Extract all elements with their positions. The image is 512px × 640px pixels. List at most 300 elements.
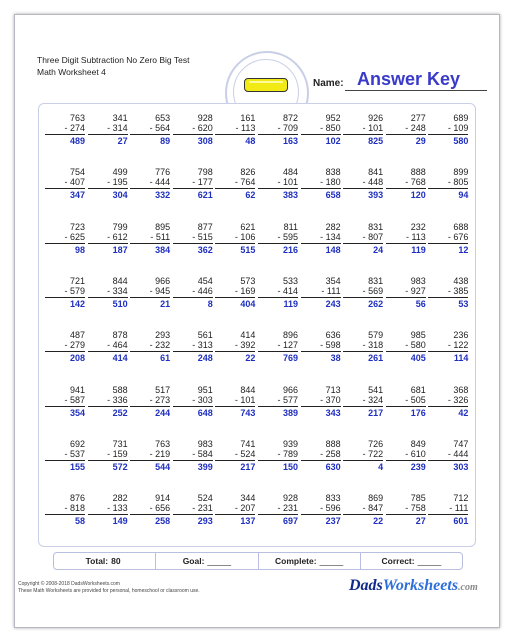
minus-sign: -	[362, 285, 369, 296]
minus-sign: -	[149, 177, 156, 188]
subtrahend-value: 444	[155, 177, 171, 188]
subtrahend-value: 612	[112, 231, 128, 242]
subtraction-problem	[173, 493, 213, 526]
subtrahend	[343, 340, 383, 350]
minuend: 741	[240, 438, 256, 449]
minuend: 414	[240, 330, 256, 341]
minus-sign: -	[192, 340, 198, 351]
answer: 384	[155, 244, 171, 255]
subtrahend-value: 273	[155, 394, 171, 405]
answer: 216	[282, 244, 298, 255]
subtraction-problem	[343, 276, 383, 309]
minuend: 731	[112, 438, 128, 449]
minuend: 341	[112, 113, 128, 123]
answer: 89	[160, 136, 171, 146]
subtraction-problem	[386, 493, 426, 526]
minuend: 928	[282, 493, 298, 504]
goal-blank: _____	[207, 556, 232, 566]
minus-sign: -	[277, 231, 283, 242]
subtraction-problem	[88, 330, 128, 363]
minuend: 692	[69, 438, 85, 449]
subtraction-problem	[88, 167, 128, 200]
minus-sign: -	[234, 231, 241, 242]
subtrahend	[215, 232, 255, 242]
minuend: 689	[453, 113, 469, 123]
minus-sign: -	[107, 231, 113, 242]
subtrahend	[343, 286, 383, 296]
logo-text-dads: Dads	[349, 577, 383, 594]
minus-sign: -	[405, 340, 411, 351]
minus-sign: -	[447, 177, 454, 188]
subtrahend-value: 231	[197, 503, 213, 514]
answer: 697	[282, 516, 298, 527]
subtrahend	[45, 177, 85, 187]
subtrahend	[301, 177, 341, 187]
subtrahend-value: 324	[368, 394, 384, 405]
answer: 98	[74, 244, 85, 255]
minus-sign: -	[235, 123, 242, 133]
minus-sign: -	[150, 231, 156, 242]
minuend: 277	[410, 113, 426, 123]
subtraction-problem	[258, 330, 298, 363]
minus-sign: -	[234, 177, 241, 188]
subtrahend-value: 564	[155, 123, 171, 133]
answer: 56	[415, 298, 426, 309]
subtrahend	[258, 232, 298, 242]
worksheet-title: Three Digit Subtraction No Zero Big Test	[37, 55, 190, 65]
name-label: Name:	[313, 78, 344, 89]
minuend: 985	[410, 330, 426, 341]
subtrahend	[45, 123, 85, 133]
subtrahend-value: 106	[240, 231, 256, 242]
subtraction-problem	[386, 222, 426, 255]
subtrahend	[45, 286, 85, 296]
subtrahend	[215, 449, 255, 459]
answer: 621	[197, 190, 213, 201]
answer: 308	[197, 136, 213, 146]
subtrahend	[173, 340, 213, 350]
minus-sign: -	[277, 340, 283, 351]
minus-sign: -	[277, 285, 283, 296]
subtrahend-value: 258	[325, 448, 341, 459]
subtraction-problem	[301, 385, 341, 418]
answer: 53	[458, 298, 469, 309]
minuend: 487	[69, 330, 85, 341]
minuend: 681	[410, 384, 426, 395]
minus-sign: -	[149, 285, 156, 296]
subtrahend-value: 444	[453, 448, 469, 459]
answer: 4	[378, 461, 384, 472]
subtraction-problem	[301, 493, 341, 526]
subtrahend-value: 768	[410, 177, 426, 188]
subtraction-problem	[215, 222, 255, 255]
subtrahend-value: 231	[282, 503, 298, 514]
minuend: 517	[155, 384, 171, 395]
minuend: 899	[453, 167, 469, 178]
subtraction-problem	[258, 276, 298, 309]
goal-label: Goal:	[182, 556, 205, 566]
minus-sign: -	[64, 177, 70, 188]
subtrahend-value: 101	[368, 123, 384, 133]
subtrahend-value: 109	[453, 123, 469, 133]
answer: 303	[453, 461, 469, 472]
subtraction-problem	[88, 493, 128, 526]
subtrahend-value: 407	[69, 177, 85, 188]
minuend: 877	[197, 221, 213, 232]
subtrahend-value: 111	[326, 285, 341, 296]
answer: 119	[283, 298, 298, 309]
minuend: 524	[197, 493, 213, 504]
minuend: 541	[368, 384, 384, 395]
subtrahend	[343, 177, 383, 187]
minuend: 653	[155, 113, 171, 123]
minus-sign: -	[192, 285, 198, 296]
subtrahend	[130, 503, 170, 513]
subtrahend-value: 620	[197, 123, 213, 133]
subtrahend-value: 580	[410, 340, 426, 351]
subtrahend-value: 101	[282, 177, 298, 188]
minus-sign: -	[64, 231, 70, 242]
answer: 163	[282, 136, 298, 146]
subtraction-problem	[130, 439, 170, 472]
minus-sign: -	[447, 123, 454, 133]
pencil-icon	[244, 78, 288, 92]
subtrahend-value: 805	[453, 177, 469, 188]
subtrahend-value: 334	[112, 285, 128, 296]
subtrahend	[173, 286, 213, 296]
subtrahend-value: 159	[112, 448, 128, 459]
answer: 149	[112, 516, 128, 527]
score-total	[54, 553, 156, 569]
subtrahend	[173, 232, 213, 242]
dadsworksheets-logo[interactable]	[349, 577, 478, 595]
subtraction-problem	[343, 113, 383, 146]
answer: 114	[453, 353, 469, 364]
subtrahend	[258, 123, 298, 133]
answer: 404	[240, 298, 256, 309]
minus-sign: -	[362, 123, 369, 133]
subtrahend-value: 113	[241, 123, 256, 133]
answer: 187	[112, 244, 128, 255]
answer: 743	[240, 407, 256, 418]
minus-sign: -	[362, 340, 369, 351]
subtrahend	[343, 123, 383, 133]
subtraction-problem	[173, 276, 213, 309]
subtrahend-value: 279	[69, 340, 85, 351]
subtrahend-value: 505	[410, 394, 426, 405]
minus-sign: -	[405, 123, 411, 133]
subtraction-problem	[130, 330, 170, 363]
answer: 304	[112, 190, 128, 201]
subtrahend	[301, 232, 341, 242]
minus-sign: -	[107, 177, 113, 188]
minus-sign: -	[320, 231, 326, 242]
subtrahend	[386, 449, 426, 459]
subtrahend-value: 232	[155, 340, 171, 351]
subtrahend	[258, 503, 298, 513]
subtraction-problem	[130, 113, 170, 146]
answer: 217	[368, 407, 384, 418]
subtraction-problem	[428, 330, 468, 363]
minus-sign: -	[64, 448, 70, 459]
subtrahend-value: 101	[240, 394, 256, 405]
subtraction-problem	[258, 167, 298, 200]
answer: 362	[197, 244, 213, 255]
minuend: 798	[197, 167, 213, 178]
subtraction-problem	[45, 385, 85, 418]
subtrahend-value: 326	[453, 394, 469, 405]
minuend: 621	[240, 221, 256, 232]
subtraction-problem	[258, 493, 298, 526]
subtrahend	[88, 232, 128, 242]
answer: 262	[368, 298, 384, 309]
answer: 544	[155, 461, 171, 472]
minus-sign: -	[149, 448, 156, 459]
subtrahend	[130, 449, 170, 459]
subtrahend-value: 789	[282, 448, 298, 459]
subtrahend-value: 676	[453, 231, 469, 242]
answer: 102	[325, 136, 341, 146]
subtrahend-value: 177	[197, 177, 213, 188]
answer: 237	[325, 516, 341, 527]
subtrahend	[258, 286, 298, 296]
minuend: 939	[282, 438, 298, 449]
minuend: 928	[197, 113, 213, 123]
minus-sign: -	[447, 285, 454, 296]
answer: 24	[373, 244, 384, 255]
subtrahend-value: 515	[197, 231, 213, 242]
subtrahend-value: 446	[197, 285, 213, 296]
minus-sign: -	[107, 285, 113, 296]
minuend: 869	[368, 493, 384, 504]
subtrahend	[173, 395, 213, 405]
minus-sign: -	[447, 340, 454, 351]
subtrahend-value: 318	[368, 340, 384, 351]
subtrahend	[130, 286, 170, 296]
minus-sign: -	[192, 503, 198, 514]
subtrahend	[45, 232, 85, 242]
subtraction-problem	[428, 113, 468, 146]
answer: 148	[325, 244, 341, 255]
minus-sign: -	[234, 394, 241, 405]
minuend: 754	[69, 167, 85, 178]
subtrahend-value: 414	[282, 285, 298, 296]
subtraction-problem	[258, 385, 298, 418]
minuend: 636	[325, 330, 341, 341]
answer: 38	[330, 353, 341, 364]
minuend: 776	[155, 167, 171, 178]
subtraction-problem	[301, 113, 341, 146]
minuend: 833	[325, 493, 341, 504]
minus-sign: -	[362, 503, 369, 514]
answer: 630	[325, 461, 341, 472]
minuend: 232	[410, 221, 426, 232]
subtrahend	[428, 177, 468, 187]
subtrahend-value: 598	[325, 340, 341, 351]
subtraction-problem	[215, 493, 255, 526]
minuend: 876	[69, 493, 85, 504]
subtrahend	[88, 177, 128, 187]
subtraction-problem	[215, 439, 255, 472]
copyright-text: Copyright © 2008-2018 DadsWorksheets.com	[18, 581, 120, 587]
subtrahend-value: 577	[282, 394, 298, 405]
subtrahend	[45, 395, 85, 405]
score-bar	[53, 552, 463, 570]
minuend: 841	[368, 167, 384, 178]
subtraction-problem	[45, 222, 85, 255]
minus-sign: -	[362, 231, 369, 242]
worksheet-subtitle: Math Worksheet 4	[37, 67, 106, 77]
subtraction-problem	[130, 276, 170, 309]
subtraction-problem	[386, 330, 426, 363]
subtrahend	[343, 232, 383, 242]
subtrahend-value: 219	[155, 448, 171, 459]
subtrahend-value: 850	[325, 123, 341, 133]
answer: 176	[410, 407, 426, 418]
subtrahend-value: 625	[69, 231, 85, 242]
minuend: 849	[410, 438, 426, 449]
problem-list	[39, 104, 475, 546]
subtrahend-value: 807	[368, 231, 384, 242]
usage-notice: These Math Worksheets are provided for personal, homeschool or classroom use.	[18, 588, 200, 594]
subtrahend	[343, 395, 383, 405]
subtrahend	[428, 395, 468, 405]
subtraction-problem	[301, 439, 341, 472]
subtraction-problem	[343, 385, 383, 418]
minus-sign: -	[192, 394, 198, 405]
subtrahend	[215, 123, 255, 133]
subtraction-problem	[215, 330, 255, 363]
subtrahend	[173, 503, 213, 513]
minuend: 799	[112, 221, 128, 232]
answer: 510	[112, 298, 128, 309]
subtraction-problem	[45, 439, 85, 472]
minuend: 747	[453, 438, 469, 449]
subtrahend-value: 847	[368, 503, 384, 514]
subtrahend-value: 587	[69, 394, 85, 405]
subtrahend	[215, 503, 255, 513]
subtrahend-value: 303	[197, 394, 213, 405]
minuend: 826	[240, 167, 256, 178]
subtraction-problem	[386, 439, 426, 472]
minuend: 354	[325, 275, 341, 286]
subtrahend-value: 207	[240, 503, 256, 514]
minus-sign: -	[447, 448, 454, 459]
minus-sign: -	[64, 394, 70, 405]
answer: 293	[197, 516, 213, 527]
minus-sign: -	[149, 340, 156, 351]
answer: 155	[69, 461, 85, 472]
minuend: 484	[282, 167, 298, 178]
subtrahend	[386, 286, 426, 296]
subtraction-problem	[173, 385, 213, 418]
complete-label: Complete:	[275, 556, 317, 566]
subtrahend	[173, 123, 213, 133]
subtrahend	[215, 340, 255, 350]
answer: 580	[453, 136, 469, 146]
subtrahend	[386, 503, 426, 513]
subtrahend	[386, 232, 426, 242]
minuend: 844	[240, 384, 256, 395]
subtrahend	[428, 449, 468, 459]
subtrahend	[45, 503, 85, 513]
subtraction-problem	[428, 385, 468, 418]
answer: 94	[458, 190, 469, 201]
total-label: Total:	[85, 556, 109, 566]
answer: 244	[155, 407, 171, 418]
answer: 383	[282, 190, 298, 201]
minus-sign: -	[192, 448, 198, 459]
subtraction-problem	[386, 276, 426, 309]
subtrahend-value: 569	[368, 285, 384, 296]
minus-sign: -	[192, 231, 198, 242]
subtrahend-value: 709	[282, 123, 298, 133]
minuend: 533	[282, 275, 298, 286]
answer: 489	[69, 136, 85, 146]
subtrahend	[386, 177, 426, 187]
answer: 42	[458, 407, 469, 418]
answer: 142	[69, 298, 85, 309]
answer: 389	[282, 407, 298, 418]
subtrahend-value: 584	[197, 448, 213, 459]
answer: 769	[282, 353, 298, 364]
minuend: 966	[282, 384, 298, 395]
minus-sign: -	[277, 394, 283, 405]
minuend: 831	[368, 221, 384, 232]
minuend: 926	[368, 113, 384, 123]
subtrahend	[88, 286, 128, 296]
subtraction-problem	[343, 493, 383, 526]
minus-sign: -	[234, 285, 241, 296]
answer: 601	[453, 516, 469, 527]
minus-sign: -	[64, 123, 70, 133]
minuend: 888	[410, 167, 426, 178]
minuend: 454	[197, 275, 213, 286]
total-value: 80	[111, 556, 121, 566]
minus-sign: -	[107, 503, 113, 514]
subtrahend	[301, 449, 341, 459]
answer: 22	[245, 353, 256, 364]
minus-sign: -	[277, 123, 283, 133]
minuend: 983	[410, 275, 426, 286]
minuend: 721	[69, 275, 85, 286]
subtrahend-value: 524	[240, 448, 256, 459]
minus-sign: -	[405, 448, 411, 459]
minuend: 896	[282, 330, 298, 341]
subtrahend	[386, 123, 426, 133]
answer: 258	[155, 516, 171, 527]
minuend: 888	[325, 438, 341, 449]
answer: 261	[368, 353, 384, 364]
answer: 27	[415, 516, 426, 527]
score-goal	[156, 553, 258, 569]
subtraction-problem	[173, 330, 213, 363]
subtrahend-value: 248	[410, 123, 426, 133]
minuend: 878	[112, 330, 128, 341]
answer: 343	[325, 407, 341, 418]
minuend: 941	[69, 384, 85, 395]
subtrahend-value: 195	[112, 177, 128, 188]
subtrahend	[428, 503, 468, 513]
subtrahend-value: 656	[155, 503, 171, 514]
subtrahend	[301, 503, 341, 513]
minus-sign: -	[149, 503, 156, 514]
subtrahend	[88, 395, 128, 405]
minus-sign: -	[447, 231, 454, 242]
subtrahend	[428, 123, 468, 133]
subtrahend-value: 385	[453, 285, 469, 296]
minuend: 688	[453, 221, 469, 232]
